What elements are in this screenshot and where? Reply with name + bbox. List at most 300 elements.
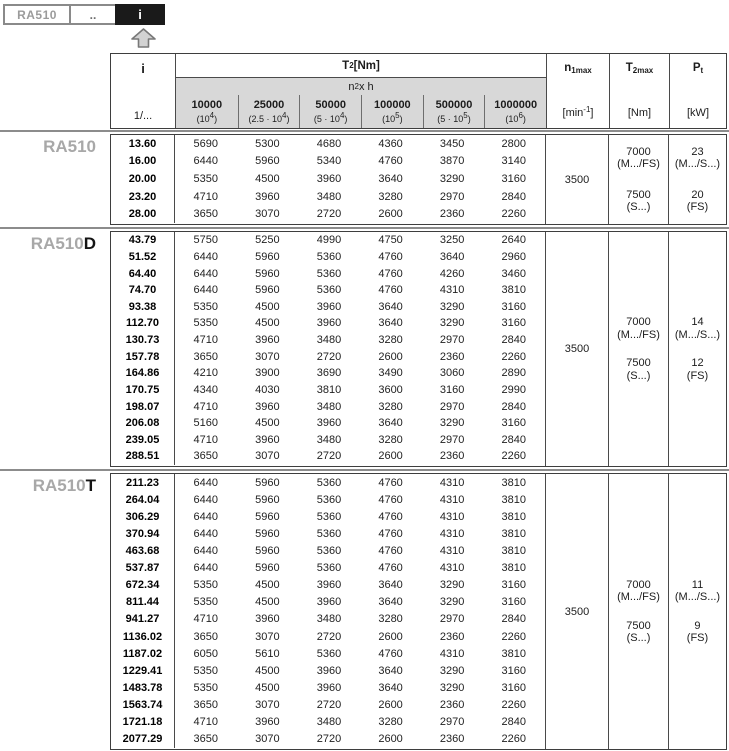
torque-value: 2840: [501, 334, 526, 347]
torque-value: 5360: [316, 527, 342, 540]
torque-value: 3480: [316, 716, 342, 729]
ratio-value: 157.78: [111, 348, 175, 365]
torque-value: 3810: [501, 510, 526, 523]
torque-value: 3280: [378, 613, 403, 626]
torque-value: 3290: [439, 681, 465, 694]
table-row: [111, 332, 545, 349]
torque-value: 5350: [193, 596, 219, 609]
torque-value: 3810: [316, 383, 342, 396]
torque-value: 5960: [255, 267, 280, 280]
torque-value: 3070: [255, 350, 280, 363]
torque-value: 3640: [378, 664, 403, 677]
torque-value: 3640: [378, 579, 403, 592]
table-row: [111, 679, 545, 696]
torque-value: 3480: [316, 190, 342, 203]
torque-value: 3160: [501, 317, 526, 330]
table-row: [111, 398, 545, 415]
torque-value: 4990: [316, 234, 342, 247]
torque-value: 3690: [316, 367, 342, 380]
torque-value: 3460: [501, 267, 526, 280]
table-row: [111, 508, 545, 525]
ratio-value: 463.68: [111, 542, 175, 559]
torque-value: 3640: [378, 300, 403, 313]
torque-value: 3600: [378, 383, 403, 396]
torque-value: 6440: [193, 476, 219, 489]
torque-value: 3640: [378, 317, 403, 330]
torque-value: 4310: [439, 562, 465, 575]
torque-value: 2360: [439, 698, 465, 711]
torque-value: 2840: [501, 190, 526, 203]
torque-value: 3070: [255, 208, 280, 221]
torque-value: 4360: [378, 137, 403, 150]
torque-value: 3290: [439, 596, 465, 609]
torque-value: 5360: [316, 647, 342, 660]
torque-value: 2970: [439, 433, 465, 446]
ratio-symbol: i: [141, 61, 145, 76]
torque-value: 5350: [193, 579, 219, 592]
torque-value: 4210: [193, 367, 219, 380]
header-t2max-column: $T_{2max}$ [Nm]: [609, 54, 669, 128]
ratio-value: 1229.41: [111, 662, 175, 679]
torque-value: 5960: [255, 562, 280, 575]
torque-value: 3650: [193, 630, 219, 643]
table-row: [111, 249, 545, 266]
ratio-value: 1563.74: [111, 696, 175, 713]
torque-value: 4710: [193, 190, 219, 203]
ratio-value: 1721.18: [111, 714, 175, 731]
header-torque-group: [176, 54, 546, 128]
torque-value: 3160: [501, 664, 526, 677]
torque-value: 4500: [255, 681, 280, 694]
ratio-value: 198.07: [111, 398, 175, 415]
torque-value: 5350: [193, 172, 219, 185]
torque-value: 3960: [255, 716, 280, 729]
table-row: [111, 188, 545, 206]
table-row: [111, 628, 545, 645]
cycle-column-header: 50000 $(5 \cdot 10^4)$: [299, 95, 361, 128]
torque-value: 2360: [439, 733, 465, 746]
torque-value: 3810: [501, 527, 526, 540]
torque-value: 2970: [439, 190, 465, 203]
torque-value: 3870: [439, 155, 465, 168]
ratio-value: 1483.78: [111, 679, 175, 696]
ratings-table: [110, 473, 727, 750]
table-row: [111, 232, 545, 249]
torque-value: 3960: [316, 596, 342, 609]
ratio-value: 13.60: [111, 135, 175, 153]
up-arrow-icon: [131, 28, 156, 53]
torque-value: 3810: [501, 562, 526, 575]
torque-value: 3640: [439, 250, 465, 263]
torque-value: 2720: [316, 630, 342, 643]
torque-value: 3810: [501, 476, 526, 489]
torque-value: 3810: [501, 544, 526, 557]
torque-value: 6440: [193, 562, 219, 575]
torque-value: 2720: [316, 350, 342, 363]
torque-value: 3070: [255, 630, 280, 643]
table-row: [111, 448, 545, 465]
table-row: [111, 611, 545, 628]
ratio-value: 206.08: [111, 415, 175, 432]
torque-value: 3810: [501, 647, 526, 660]
torque-value: 5960: [255, 493, 280, 506]
pt-cell: 14 (M.../S...) 12 (FS): [668, 232, 726, 466]
torque-value: 2970: [439, 613, 465, 626]
torque-value: 3960: [316, 681, 342, 694]
torque-value: 5960: [255, 250, 280, 263]
ratio-value: 211.23: [111, 474, 175, 491]
table-row: [111, 714, 545, 731]
torque-value: 6050: [193, 647, 219, 660]
torque-value: 5960: [255, 510, 280, 523]
ratio-value: 811.44: [111, 594, 175, 611]
ratio-value: 288.51: [111, 448, 175, 465]
torque-value: 5360: [316, 267, 342, 280]
torque-value: 3480: [316, 400, 342, 413]
torque-value: 2970: [439, 400, 465, 413]
torque-value: 4760: [378, 284, 403, 297]
ratio-value: 43.79: [111, 232, 175, 249]
ratio-value: 1136.02: [111, 628, 175, 645]
ratio-value: 164.86: [111, 365, 175, 382]
ratio-value: 306.29: [111, 508, 175, 525]
table-row: [111, 577, 545, 594]
torque-value: 3280: [378, 400, 403, 413]
torque-value: 6440: [193, 544, 219, 557]
ratio-value: 170.75: [111, 382, 175, 399]
torque-value: 2840: [501, 433, 526, 446]
torque-value: 2890: [501, 367, 526, 380]
torque-value: 4500: [255, 317, 280, 330]
torque-value: 4500: [255, 579, 280, 592]
torque-value: 4760: [378, 562, 403, 575]
torque-value: 3810: [501, 284, 526, 297]
torque-value: 3290: [439, 300, 465, 313]
ratio-value: 51.52: [111, 249, 175, 266]
torque-value: 3490: [378, 367, 403, 380]
torque-value: 4710: [193, 433, 219, 446]
ratio-value: 16.00: [111, 153, 175, 171]
table-row: [111, 348, 545, 365]
cycle-column-header: 25000 $(2.5 \cdot 10^4)$: [238, 95, 300, 128]
pt-cell: 23 (M.../S...) 20 (FS): [668, 135, 726, 224]
torque-value: 2260: [501, 208, 526, 221]
torque-value: 2720: [316, 733, 342, 746]
torque-value: 3290: [439, 579, 465, 592]
torque-value: 4710: [193, 716, 219, 729]
ratio-value: 1187.02: [111, 645, 175, 662]
torque-value: 5360: [316, 284, 342, 297]
table-row: [111, 731, 545, 748]
torque-value: 3160: [501, 417, 526, 430]
torque-value: 2260: [501, 733, 526, 746]
torque-value: 3640: [378, 681, 403, 694]
torque-value: 3640: [378, 596, 403, 609]
torque-value: 2260: [501, 630, 526, 643]
table-rows: [111, 474, 545, 749]
torque-value: 2640: [501, 234, 526, 247]
torque-value: 3160: [501, 579, 526, 592]
table-row: [111, 365, 545, 382]
table-row: [111, 282, 545, 299]
torque-value: 4760: [378, 510, 403, 523]
torque-value: 2600: [378, 208, 403, 221]
torque-value: 2800: [501, 137, 526, 150]
header-n2xh-label: n 2 x h: [348, 80, 374, 93]
torque-value: 3960: [316, 317, 342, 330]
torque-value: 5960: [255, 544, 280, 557]
torque-value: 3280: [378, 334, 403, 347]
torque-value: 3960: [255, 613, 280, 626]
torque-value: 5350: [193, 317, 219, 330]
torque-value: 4760: [378, 250, 403, 263]
torque-value: 6440: [193, 284, 219, 297]
tab-dots[interactable]: ..: [69, 4, 117, 25]
section-divider: [0, 130, 729, 132]
torque-value: 3960: [316, 417, 342, 430]
torque-value: 4500: [255, 417, 280, 430]
ratio-value: 20.00: [111, 170, 175, 188]
torque-value: 5360: [316, 544, 342, 557]
torque-value: 4710: [193, 400, 219, 413]
ratio-value: 264.04: [111, 491, 175, 508]
torque-value: 3650: [193, 208, 219, 221]
torque-value: 4760: [378, 527, 403, 540]
torque-value: 3650: [193, 698, 219, 711]
torque-value: 3480: [316, 613, 342, 626]
torque-value: 6440: [193, 267, 219, 280]
torque-value: 4760: [378, 647, 403, 660]
table-row: [111, 560, 545, 577]
torque-value: 3290: [439, 417, 465, 430]
torque-value: 3960: [255, 334, 280, 347]
torque-value: 5360: [316, 562, 342, 575]
table-row: [111, 594, 545, 611]
torque-value: 4500: [255, 300, 280, 313]
table-row: [111, 525, 545, 542]
ratio-value: 2077.29: [111, 731, 175, 748]
ratio-value: 93.38: [111, 299, 175, 316]
table-row: [111, 153, 545, 171]
ratio-value: 28.00: [111, 205, 175, 223]
ratio-value: 370.94: [111, 525, 175, 542]
torque-value: 3160: [439, 383, 465, 396]
table-row: [111, 315, 545, 332]
torque-value: 6440: [193, 527, 219, 540]
torque-value: 2970: [439, 716, 465, 729]
torque-value: 4500: [255, 664, 280, 677]
torque-value: 3480: [316, 433, 342, 446]
table-row: [111, 432, 545, 449]
torque-value: 3070: [255, 698, 280, 711]
header-pt-column: $P_t$ [kW]: [669, 54, 726, 128]
torque-value: 4310: [439, 647, 465, 660]
torque-value: 4260: [439, 267, 465, 280]
torque-value: 2260: [501, 698, 526, 711]
torque-value: 3640: [378, 172, 403, 185]
torque-value: 2260: [501, 450, 526, 463]
torque-value: 3140: [501, 155, 526, 168]
torque-value: 2600: [378, 630, 403, 643]
torque-value: 3160: [501, 596, 526, 609]
torque-value: 5360: [316, 493, 342, 506]
section-divider: [0, 469, 729, 471]
torque-value: 3450: [439, 137, 465, 150]
torque-value: 3900: [255, 367, 280, 380]
torque-value: 5340: [316, 155, 342, 168]
cycle-column-header: 1000000 $(10^6)$: [484, 95, 546, 128]
gearbox-tab-bar: [3, 4, 165, 25]
torque-value: 3650: [193, 450, 219, 463]
ratio-unit: 1/...: [133, 110, 153, 122]
table-row: [111, 382, 545, 399]
torque-value: 2600: [378, 350, 403, 363]
ratio-value: 537.87: [111, 560, 175, 577]
torque-value: 5350: [193, 300, 219, 313]
table-row: [111, 299, 545, 316]
torque-value: 2360: [439, 630, 465, 643]
ratings-table: [110, 134, 727, 225]
torque-value: 4710: [193, 334, 219, 347]
cycle-column-header: 100000 $(10^5)$: [361, 95, 423, 128]
table-row: [111, 205, 545, 223]
torque-value: 5610: [255, 647, 280, 660]
torque-value: 5960: [255, 527, 280, 540]
torque-value: 2260: [501, 350, 526, 363]
table-row: [111, 265, 545, 282]
torque-value: 3960: [316, 172, 342, 185]
torque-value: 3280: [378, 190, 403, 203]
torque-value: 2360: [439, 208, 465, 221]
table-row: [111, 662, 545, 679]
torque-value: 5690: [193, 137, 219, 150]
t2max-cell: 7000 (M.../FS) 7500 (S...): [608, 135, 668, 224]
torque-value: 4750: [378, 234, 403, 247]
torque-value: 2960: [501, 250, 526, 263]
torque-value: 3960: [255, 400, 280, 413]
torque-value: 4680: [316, 137, 342, 150]
torque-value: 5300: [255, 137, 280, 150]
torque-value: 4760: [378, 493, 403, 506]
torque-value: 4310: [439, 476, 465, 489]
n1max-cell: 3500: [545, 135, 608, 224]
table-row: [111, 645, 545, 662]
torque-value: 2840: [501, 400, 526, 413]
ratio-value: 23.20: [111, 188, 175, 206]
torque-value: 6440: [193, 155, 219, 168]
torque-value: 5160: [193, 417, 219, 430]
torque-value: 3960: [316, 300, 342, 313]
torque-value: 4310: [439, 493, 465, 506]
torque-value: 4030: [255, 383, 280, 396]
t2max-cell: 7000 (M.../FS) 7500 (S...): [608, 232, 668, 466]
torque-value: 6440: [193, 493, 219, 506]
ratings-table: [110, 231, 727, 467]
torque-value: 2360: [439, 350, 465, 363]
torque-value: 2600: [378, 733, 403, 746]
torque-value: 3960: [255, 433, 280, 446]
ratio-value: 239.05: [111, 432, 175, 449]
torque-value: 2970: [439, 334, 465, 347]
torque-value: 3650: [193, 350, 219, 363]
header-ratio-column: [111, 54, 176, 128]
table-row: [111, 170, 545, 188]
torque-value: 5250: [255, 234, 280, 247]
torque-value: 3290: [439, 172, 465, 185]
table-rows: [111, 135, 545, 224]
torque-value: 2840: [501, 613, 526, 626]
torque-value: 5960: [255, 284, 280, 297]
table-row: [111, 696, 545, 713]
cycle-column-header: 10000 $(10^4)$: [191, 98, 223, 125]
torque-value: 5350: [193, 681, 219, 694]
torque-value: 5960: [255, 155, 280, 168]
torque-value: 6440: [193, 510, 219, 523]
torque-value: 3280: [378, 433, 403, 446]
torque-value: 3070: [255, 450, 280, 463]
torque-value: 5360: [316, 250, 342, 263]
torque-value: 3960: [316, 664, 342, 677]
ratio-value: 941.27: [111, 611, 175, 628]
torque-value: 3810: [501, 493, 526, 506]
table-row: [111, 415, 545, 432]
torque-value: 4760: [378, 155, 403, 168]
torque-value: 4760: [378, 267, 403, 280]
ratio-value: 672.34: [111, 577, 175, 594]
torque-value: 5360: [316, 510, 342, 523]
header-n1max-column: $n_{1max}$ $[\min^{-1}]$: [546, 54, 609, 128]
section-label: RA510: [43, 137, 96, 156]
torque-value: 4310: [439, 510, 465, 523]
torque-value: 3290: [439, 664, 465, 677]
table-row: [111, 491, 545, 508]
torque-value: 2600: [378, 698, 403, 711]
tab-i-active[interactable]: i: [115, 4, 165, 25]
section-label: RA510T: [32, 476, 96, 495]
torque-value: 2990: [501, 383, 526, 396]
torque-value: 3250: [439, 234, 465, 247]
torque-value: 2840: [501, 716, 526, 729]
torque-value: 3960: [316, 579, 342, 592]
torque-value: 5360: [316, 476, 342, 489]
t2max-cell: 7000 (M.../FS) 7500 (S...): [608, 474, 668, 749]
torque-value: 2720: [316, 208, 342, 221]
n1max-cell: 3500: [545, 474, 608, 749]
torque-value: 3960: [255, 190, 280, 203]
torque-value: 2720: [316, 450, 342, 463]
torque-value: 4710: [193, 613, 219, 626]
torque-value: 3070: [255, 733, 280, 746]
n1max-cell: 3500: [545, 232, 608, 466]
torque-value: 4310: [439, 544, 465, 557]
table-row: [111, 542, 545, 559]
torque-value: 3290: [439, 317, 465, 330]
torque-value: 3160: [501, 681, 526, 694]
torque-value: 4500: [255, 596, 280, 609]
torque-value: 4310: [439, 284, 465, 297]
torque-value: 5750: [193, 234, 219, 247]
table-row: [111, 474, 545, 491]
pt-cell: 11 (M.../S...) 9 (FS): [668, 474, 726, 749]
tab-ra510[interactable]: RA510: [3, 4, 71, 25]
torque-value: 3640: [378, 417, 403, 430]
torque-value: 5350: [193, 664, 219, 677]
torque-value: 4500: [255, 172, 280, 185]
section-divider: [0, 227, 729, 229]
torque-value: 3280: [378, 716, 403, 729]
ratio-value: 64.40: [111, 265, 175, 282]
torque-value: 3160: [501, 172, 526, 185]
